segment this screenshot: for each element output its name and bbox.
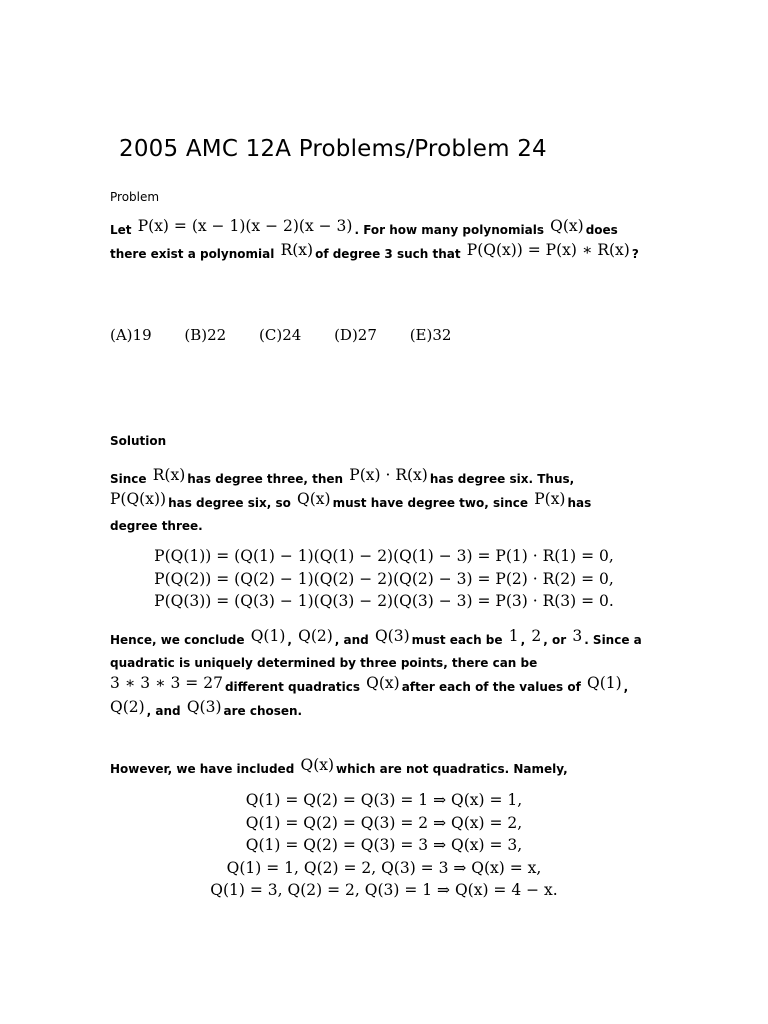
sol1-text-degree-three-end: degree three. [110, 519, 203, 533]
sol1-line-2 [110, 491, 670, 515]
math-q1: Q(1) [250, 627, 286, 645]
sol2-line-3 [110, 675, 670, 699]
sol2-since-a: . Since a [584, 633, 642, 647]
math-r-of-x: R(x) [152, 466, 186, 484]
sol1-line-3 [110, 515, 670, 538]
sol2-must-each-be: must each be [411, 633, 503, 647]
equation-line: Q(1) = Q(2) = Q(3) = 2 ⇒ Q(x) = 2, [245, 813, 523, 832]
problem-text-how-many: . For how many polynomials [354, 223, 544, 237]
sol1-text-must-have: must have degree two, since [332, 496, 529, 510]
math-r-of-x: R(x) [280, 241, 314, 259]
math-27: 3 ∗ 3 ∗ 3 = 27 [110, 674, 223, 692]
sol1-text-since: Since [110, 472, 147, 486]
math-q-of-x: Q(x) [297, 490, 331, 508]
sol2-are-chosen: are chosen. [223, 704, 303, 718]
sol2-comma-2: , [520, 633, 526, 647]
choice-b: (B)22 [184, 326, 227, 344]
equation-line: P(Q(3)) = (Q(3) − 1)(Q(3) − 2)(Q(3) − 3) = P(3) · R(3) = 0. [154, 592, 614, 610]
solution-paragraph-1 [110, 467, 670, 538]
math-two: 2 [531, 627, 542, 645]
sol2-text-hence: Hence, we conclude [110, 633, 245, 647]
equation-line: Q(1) = Q(2) = Q(3) = 3 ⇒ Q(x) = 3, [245, 836, 523, 854]
sol3-line-1 [110, 757, 670, 781]
math-p-of-q-equation: P(Q(x)) = P(x) ∗ R(x) [466, 241, 630, 259]
sol2-or: , or [543, 633, 567, 647]
sol2-and-2: , and [146, 704, 181, 718]
math-one: 1 [508, 627, 519, 645]
math-q1: Q(1) [587, 674, 622, 692]
sol3-text-not-quadratics: which are not quadratics. Namely, [336, 762, 568, 776]
sol2-and: , and [334, 633, 369, 647]
sol1-text-so: has degree six, so [168, 496, 291, 510]
solution-heading: Solution [110, 434, 167, 448]
equation-line: P(Q(2)) = (Q(2) − 1)(Q(2) − 2)(Q(2) − 3) = P(2) · R(2) = 0, [154, 569, 614, 588]
answer-choices [110, 326, 479, 344]
sol2-different-quadratics: different quadratics [224, 680, 360, 694]
math-q2: Q(2) [298, 627, 333, 645]
sol1-text-degree-six: has degree six. Thus, [429, 472, 575, 486]
math-q3: Q(3) [374, 627, 410, 645]
problem-text-there-exist: there exist a polynomial [110, 247, 275, 261]
sol1-line-1 [110, 467, 670, 491]
choice-e: (E)32 [409, 326, 452, 344]
problem-line-1 [110, 218, 670, 242]
sol2-text-quadratic: quadratic is uniquely determined by three points, there can be [110, 656, 538, 670]
choice-a: (A)19 [110, 326, 152, 344]
math-q-of-x: Q(x) [366, 674, 400, 692]
sol2-line-1 [110, 628, 670, 652]
math-q2: Q(2) [110, 698, 145, 716]
math-p-times-r: P(x) · R(x) [349, 466, 428, 484]
sol3-text-however: However, we have included [110, 762, 295, 776]
problem-text-does: does [585, 223, 618, 237]
sol1-text-has: has [567, 496, 592, 510]
equation-block-2 [0, 789, 768, 902]
solution-paragraph-3 [110, 757, 670, 781]
page-title: 2005 AMC 12A Problems/Problem 24 [119, 136, 547, 162]
problem-statement [110, 218, 670, 266]
problem-section-label: Problem [110, 190, 160, 204]
equation-line: Q(1) = Q(2) = Q(3) = 1 ⇒ Q(x) = 1, [245, 791, 523, 809]
problem-text-question-mark: ? [631, 247, 639, 261]
equation-block-1 [0, 545, 768, 613]
solution-paragraph-2 [110, 628, 670, 723]
problem-text-let: Let [110, 223, 132, 237]
problem-line-2 [110, 242, 670, 266]
choice-c: (C)24 [259, 326, 302, 344]
sol2-comma-3: , [623, 680, 629, 694]
equation-line: P(Q(1)) = (Q(1) − 1)(Q(1) − 2)(Q(1) − 3) = P(1) · R(1) = 0, [154, 547, 614, 565]
sol2-after-each: after each of the values of [401, 680, 581, 694]
problem-text-degree-3: of degree 3 such that [315, 247, 461, 261]
math-q-of-x: Q(x) [550, 217, 584, 235]
sol2-line-4 [110, 699, 670, 723]
math-p-of-x: P(x) = (x − 1)(x − 2)(x − 3) [137, 217, 353, 235]
math-q-of-x: Q(x) [300, 756, 335, 774]
sol2-comma: , [287, 633, 292, 647]
math-p-of-q: P(Q(x)) [110, 490, 167, 508]
equation-line: Q(1) = 3, Q(2) = 2, Q(3) = 1 ⇒ Q(x) = 4 − x. [210, 881, 558, 899]
math-q3: Q(3) [186, 698, 222, 716]
sol2-line-2 [110, 652, 670, 675]
equation-line: Q(1) = 1, Q(2) = 2, Q(3) = 3 ⇒ Q(x) = x, [226, 858, 542, 877]
choice-d: (D)27 [334, 326, 377, 344]
math-p-of-x: P(x) [534, 490, 566, 508]
math-three: 3 [572, 627, 583, 645]
sol1-text-degree-three: has degree three, then [187, 472, 344, 486]
